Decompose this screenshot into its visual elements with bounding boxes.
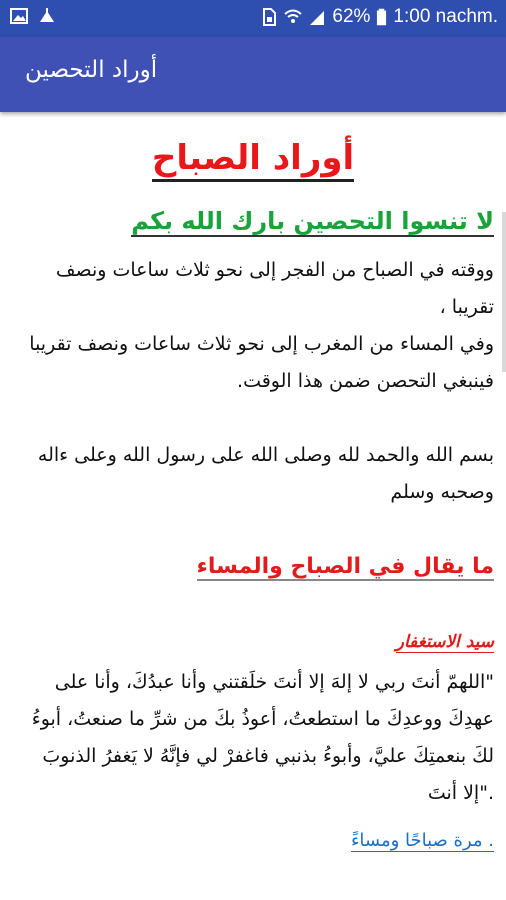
dua-text [14,664,494,812]
sim-icon [260,8,278,26]
status-bar [0,0,506,37]
image-icon [10,7,28,25]
app-title: أوراد التحصين [25,57,158,83]
basmala-paragraph [14,437,494,511]
content-scroll-area[interactable] [0,112,506,900]
section-subheading-text: ما يقال في الصباح والمساء [196,554,494,579]
reminder-heading [131,207,494,235]
item-label [396,632,494,652]
reminder-heading-text: لا تنسوا التحصين بارك الله بكم [131,207,494,235]
paragraph-line: وفي المساء من المغرب إلى نحو ثلاث ساعات ونصف تقريبا [29,333,494,355]
paragraph-line: بسم الله والحمد لله وصلى الله على رسول الله وعلى ءاله [37,444,494,466]
dua-line: ."إلا أنتَ [427,782,494,804]
dua-line: لكَ بنعمتِكَ عليَّ، وأبوءُ بذنبي فاغفرْ لي فإنَّهُ لا يَغفرُ الذنوبَ [42,745,494,767]
battery-percent: 62% [332,6,371,27]
paragraph-line: ووقته في الصباح من الفجر إلى نحو ثلاث ساعات ونصف [55,259,494,281]
main-heading [0,138,506,178]
paragraph-line: تقريبا ، [439,296,494,318]
app-bar [0,37,506,112]
item-label-text: سيد الاستغفار [395,632,494,652]
status-right-cluster [260,6,498,28]
notification-icon [38,7,56,25]
dua-line: "اللهمّ أنتَ ربي لا إلهَ إلا أنتَ خلَقتني وأنا عبدُكَ، وأنا على [54,671,494,693]
signal-icon [308,8,326,26]
repeat-count-link[interactable]: . مرة صباحًا ومساءً [350,830,494,851]
section-subheading [197,554,494,579]
scrollbar[interactable] [502,212,506,372]
timing-paragraph [14,252,494,400]
wifi-icon [284,8,302,26]
battery-icon [376,8,387,26]
main-heading-text: أوراد الصباح [152,138,354,182]
paragraph-line: وصحبه وسلم [390,481,494,503]
paragraph-line: فينبغي التحصن ضمن هذا الوقت. [237,370,494,392]
dua-line: عهدِكَ ووعدِكَ ما استطعتُ، أعوذُ بكَ من شرِّ ما صنعتُ، أبوءُ [31,708,494,730]
status-time: 1:00 nachm. [393,6,498,27]
status-left-icons [10,7,56,25]
